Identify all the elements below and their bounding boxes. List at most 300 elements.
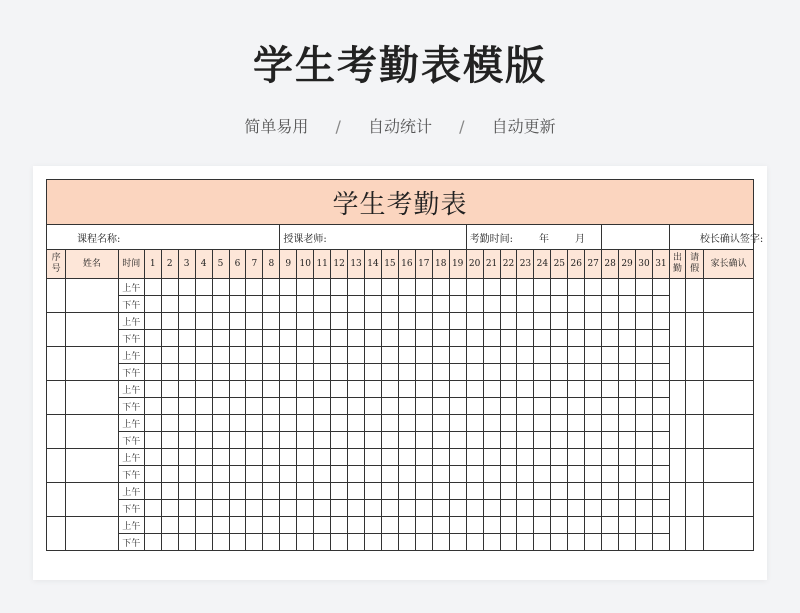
attendance-cell[interactable] [517, 313, 534, 330]
attendance-cell[interactable] [263, 466, 280, 483]
attendance-cell[interactable] [381, 296, 398, 313]
attendance-cell[interactable] [381, 432, 398, 449]
attendance-cell[interactable] [415, 364, 432, 381]
attendance-cell[interactable] [280, 279, 297, 296]
attendance-cell[interactable] [415, 279, 432, 296]
leave-count-cell[interactable] [686, 449, 704, 483]
attendance-cell[interactable] [602, 466, 619, 483]
attendance-cell[interactable] [415, 466, 432, 483]
present-count-cell[interactable] [669, 517, 685, 551]
attendance-cell[interactable] [652, 432, 669, 449]
attendance-cell[interactable] [331, 347, 348, 364]
attendance-cell[interactable] [212, 279, 229, 296]
attendance-cell[interactable] [619, 296, 636, 313]
attendance-cell[interactable] [398, 534, 415, 551]
attendance-cell[interactable] [619, 364, 636, 381]
attendance-cell[interactable] [348, 313, 365, 330]
attendance-cell[interactable] [551, 296, 568, 313]
attendance-cell[interactable] [161, 415, 178, 432]
attendance-cell[interactable] [246, 483, 263, 500]
attendance-cell[interactable] [297, 534, 314, 551]
attendance-cell[interactable] [500, 534, 517, 551]
attendance-cell[interactable] [195, 483, 212, 500]
attendance-cell[interactable] [331, 364, 348, 381]
attendance-cell[interactable] [144, 449, 161, 466]
attendance-cell[interactable] [144, 296, 161, 313]
attendance-cell[interactable] [585, 347, 602, 364]
attendance-cell[interactable] [381, 500, 398, 517]
attendance-cell[interactable] [280, 330, 297, 347]
attendance-cell[interactable] [161, 364, 178, 381]
attendance-cell[interactable] [144, 415, 161, 432]
attendance-cell[interactable] [314, 534, 331, 551]
attendance-cell[interactable] [381, 381, 398, 398]
attendance-cell[interactable] [280, 483, 297, 500]
present-count-cell[interactable] [669, 381, 685, 415]
attendance-cell[interactable] [568, 313, 585, 330]
attendance-cell[interactable] [517, 415, 534, 432]
attendance-cell[interactable] [500, 347, 517, 364]
attendance-cell[interactable] [585, 313, 602, 330]
attendance-cell[interactable] [246, 279, 263, 296]
attendance-cell[interactable] [483, 483, 500, 500]
attendance-cell[interactable] [263, 398, 280, 415]
attendance-cell[interactable] [161, 279, 178, 296]
attendance-cell[interactable] [449, 432, 466, 449]
attendance-cell[interactable] [314, 364, 331, 381]
attendance-cell[interactable] [619, 313, 636, 330]
attendance-cell[interactable] [415, 449, 432, 466]
attendance-cell[interactable] [229, 347, 246, 364]
attendance-cell[interactable] [449, 466, 466, 483]
attendance-cell[interactable] [229, 466, 246, 483]
attendance-cell[interactable] [161, 296, 178, 313]
attendance-cell[interactable] [398, 500, 415, 517]
attendance-cell[interactable] [432, 432, 449, 449]
attendance-cell[interactable] [466, 432, 483, 449]
attendance-cell[interactable] [331, 398, 348, 415]
attendance-cell[interactable] [314, 449, 331, 466]
attendance-cell[interactable] [381, 534, 398, 551]
attendance-cell[interactable] [348, 432, 365, 449]
attendance-cell[interactable] [619, 517, 636, 534]
attendance-cell[interactable] [534, 279, 551, 296]
attendance-cell[interactable] [297, 364, 314, 381]
attendance-cell[interactable] [297, 381, 314, 398]
attendance-cell[interactable] [449, 279, 466, 296]
attendance-cell[interactable] [534, 347, 551, 364]
attendance-cell[interactable] [466, 517, 483, 534]
attendance-cell[interactable] [636, 313, 653, 330]
attendance-cell[interactable] [398, 296, 415, 313]
attendance-cell[interactable] [500, 279, 517, 296]
attendance-cell[interactable] [178, 500, 195, 517]
attendance-cell[interactable] [161, 432, 178, 449]
attendance-cell[interactable] [398, 313, 415, 330]
attendance-cell[interactable] [585, 296, 602, 313]
attendance-cell[interactable] [415, 500, 432, 517]
parent-confirm-cell[interactable] [704, 415, 754, 449]
attendance-cell[interactable] [602, 381, 619, 398]
attendance-cell[interactable] [161, 330, 178, 347]
attendance-cell[interactable] [144, 279, 161, 296]
attendance-cell[interactable] [585, 449, 602, 466]
attendance-cell[interactable] [398, 381, 415, 398]
attendance-cell[interactable] [348, 296, 365, 313]
attendance-cell[interactable] [517, 449, 534, 466]
attendance-cell[interactable] [331, 466, 348, 483]
attendance-cell[interactable] [619, 415, 636, 432]
name-cell[interactable] [66, 347, 118, 381]
attendance-cell[interactable] [568, 432, 585, 449]
attendance-cell[interactable] [195, 279, 212, 296]
attendance-cell[interactable] [297, 330, 314, 347]
attendance-cell[interactable] [314, 517, 331, 534]
attendance-cell[interactable] [365, 347, 382, 364]
attendance-cell[interactable] [432, 364, 449, 381]
attendance-cell[interactable] [297, 517, 314, 534]
attendance-cell[interactable] [585, 483, 602, 500]
attendance-cell[interactable] [178, 279, 195, 296]
attendance-cell[interactable] [619, 534, 636, 551]
present-count-cell[interactable] [669, 347, 685, 381]
attendance-cell[interactable] [483, 432, 500, 449]
parent-confirm-cell[interactable] [704, 347, 754, 381]
attendance-cell[interactable] [432, 330, 449, 347]
attendance-cell[interactable] [212, 449, 229, 466]
attendance-cell[interactable] [432, 415, 449, 432]
attendance-cell[interactable] [636, 517, 653, 534]
attendance-cell[interactable] [212, 432, 229, 449]
attendance-cell[interactable] [178, 364, 195, 381]
attendance-cell[interactable] [398, 466, 415, 483]
attendance-cell[interactable] [314, 347, 331, 364]
attendance-cell[interactable] [602, 330, 619, 347]
index-cell[interactable] [47, 313, 66, 347]
attendance-cell[interactable] [195, 449, 212, 466]
attendance-cell[interactable] [246, 415, 263, 432]
attendance-cell[interactable] [415, 415, 432, 432]
attendance-cell[interactable] [348, 364, 365, 381]
attendance-cell[interactable] [517, 483, 534, 500]
attendance-cell[interactable] [500, 483, 517, 500]
present-count-cell[interactable] [669, 415, 685, 449]
attendance-cell[interactable] [212, 500, 229, 517]
attendance-cell[interactable] [161, 449, 178, 466]
present-count-cell[interactable] [669, 279, 685, 313]
attendance-cell[interactable] [348, 500, 365, 517]
present-count-cell[interactable] [669, 449, 685, 483]
attendance-cell[interactable] [602, 534, 619, 551]
attendance-time-blank[interactable] [602, 225, 670, 250]
attendance-cell[interactable] [212, 347, 229, 364]
attendance-cell[interactable] [585, 364, 602, 381]
attendance-cell[interactable] [483, 279, 500, 296]
attendance-cell[interactable] [381, 449, 398, 466]
attendance-cell[interactable] [534, 500, 551, 517]
attendance-cell[interactable] [534, 415, 551, 432]
attendance-cell[interactable] [551, 500, 568, 517]
attendance-cell[interactable] [365, 432, 382, 449]
attendance-cell[interactable] [348, 449, 365, 466]
attendance-cell[interactable] [551, 415, 568, 432]
attendance-cell[interactable] [365, 398, 382, 415]
attendance-cell[interactable] [144, 466, 161, 483]
name-cell[interactable] [66, 449, 118, 483]
attendance-cell[interactable] [263, 364, 280, 381]
attendance-cell[interactable] [246, 534, 263, 551]
attendance-cell[interactable] [415, 347, 432, 364]
attendance-cell[interactable] [636, 296, 653, 313]
attendance-cell[interactable] [483, 347, 500, 364]
attendance-cell[interactable] [280, 347, 297, 364]
attendance-cell[interactable] [500, 313, 517, 330]
attendance-cell[interactable] [212, 534, 229, 551]
attendance-cell[interactable] [195, 534, 212, 551]
attendance-cell[interactable] [348, 534, 365, 551]
attendance-cell[interactable] [500, 517, 517, 534]
attendance-cell[interactable] [161, 534, 178, 551]
attendance-cell[interactable] [297, 432, 314, 449]
attendance-cell[interactable] [619, 398, 636, 415]
attendance-cell[interactable] [636, 381, 653, 398]
attendance-cell[interactable] [415, 398, 432, 415]
attendance-cell[interactable] [398, 347, 415, 364]
attendance-cell[interactable] [331, 415, 348, 432]
attendance-cell[interactable] [280, 449, 297, 466]
attendance-cell[interactable] [348, 279, 365, 296]
attendance-cell[interactable] [144, 398, 161, 415]
attendance-cell[interactable] [517, 279, 534, 296]
attendance-cell[interactable] [466, 449, 483, 466]
attendance-cell[interactable] [568, 279, 585, 296]
attendance-cell[interactable] [263, 415, 280, 432]
attendance-cell[interactable] [331, 313, 348, 330]
attendance-cell[interactable] [500, 398, 517, 415]
attendance-cell[interactable] [432, 296, 449, 313]
attendance-cell[interactable] [636, 466, 653, 483]
attendance-cell[interactable] [195, 313, 212, 330]
attendance-cell[interactable] [432, 500, 449, 517]
attendance-cell[interactable] [348, 347, 365, 364]
attendance-cell[interactable] [195, 364, 212, 381]
attendance-cell[interactable] [195, 398, 212, 415]
attendance-cell[interactable] [365, 449, 382, 466]
attendance-cell[interactable] [483, 398, 500, 415]
attendance-cell[interactable] [517, 330, 534, 347]
attendance-cell[interactable] [229, 500, 246, 517]
attendance-cell[interactable] [500, 500, 517, 517]
name-cell[interactable] [66, 415, 118, 449]
attendance-cell[interactable] [449, 398, 466, 415]
principal-signature-label[interactable]: 校长确认签字: [669, 225, 753, 250]
attendance-cell[interactable] [314, 398, 331, 415]
name-cell[interactable] [66, 313, 118, 347]
attendance-cell[interactable] [466, 330, 483, 347]
attendance-cell[interactable] [483, 381, 500, 398]
parent-confirm-cell[interactable] [704, 449, 754, 483]
attendance-cell[interactable] [652, 381, 669, 398]
index-cell[interactable] [47, 517, 66, 551]
attendance-cell[interactable] [483, 330, 500, 347]
leave-count-cell[interactable] [686, 415, 704, 449]
attendance-cell[interactable] [331, 330, 348, 347]
parent-confirm-cell[interactable] [704, 279, 754, 313]
attendance-cell[interactable] [449, 483, 466, 500]
attendance-cell[interactable] [636, 364, 653, 381]
attendance-cell[interactable] [551, 364, 568, 381]
attendance-cell[interactable] [517, 500, 534, 517]
attendance-cell[interactable] [483, 500, 500, 517]
attendance-cell[interactable] [466, 483, 483, 500]
attendance-cell[interactable] [466, 381, 483, 398]
attendance-cell[interactable] [381, 483, 398, 500]
attendance-cell[interactable] [348, 483, 365, 500]
attendance-cell[interactable] [568, 483, 585, 500]
attendance-cell[interactable] [144, 534, 161, 551]
attendance-cell[interactable] [144, 313, 161, 330]
attendance-cell[interactable] [517, 347, 534, 364]
attendance-cell[interactable] [432, 313, 449, 330]
attendance-cell[interactable] [568, 500, 585, 517]
attendance-cell[interactable] [517, 534, 534, 551]
attendance-cell[interactable] [314, 500, 331, 517]
attendance-cell[interactable] [212, 415, 229, 432]
attendance-cell[interactable] [229, 381, 246, 398]
attendance-cell[interactable] [619, 347, 636, 364]
attendance-cell[interactable] [568, 330, 585, 347]
attendance-cell[interactable] [449, 381, 466, 398]
attendance-cell[interactable] [636, 347, 653, 364]
attendance-cell[interactable] [297, 296, 314, 313]
attendance-cell[interactable] [500, 415, 517, 432]
attendance-cell[interactable] [449, 415, 466, 432]
attendance-cell[interactable] [398, 483, 415, 500]
attendance-cell[interactable] [466, 415, 483, 432]
attendance-cell[interactable] [602, 483, 619, 500]
attendance-cell[interactable] [585, 517, 602, 534]
attendance-cell[interactable] [314, 330, 331, 347]
attendance-cell[interactable] [263, 313, 280, 330]
attendance-cell[interactable] [652, 517, 669, 534]
present-count-cell[interactable] [669, 313, 685, 347]
attendance-cell[interactable] [229, 534, 246, 551]
attendance-cell[interactable] [398, 415, 415, 432]
attendance-cell[interactable] [551, 517, 568, 534]
attendance-cell[interactable] [365, 534, 382, 551]
attendance-cell[interactable] [229, 398, 246, 415]
attendance-cell[interactable] [551, 432, 568, 449]
attendance-cell[interactable] [551, 347, 568, 364]
attendance-cell[interactable] [178, 415, 195, 432]
index-cell[interactable] [47, 483, 66, 517]
leave-count-cell[interactable] [686, 347, 704, 381]
attendance-cell[interactable] [178, 432, 195, 449]
attendance-cell[interactable] [398, 279, 415, 296]
attendance-cell[interactable] [348, 381, 365, 398]
leave-count-cell[interactable] [686, 313, 704, 347]
attendance-cell[interactable] [551, 279, 568, 296]
attendance-cell[interactable] [297, 398, 314, 415]
attendance-cell[interactable] [619, 483, 636, 500]
attendance-cell[interactable] [263, 279, 280, 296]
attendance-cell[interactable] [229, 296, 246, 313]
attendance-cell[interactable] [212, 296, 229, 313]
parent-confirm-cell[interactable] [704, 483, 754, 517]
attendance-cell[interactable] [415, 313, 432, 330]
attendance-cell[interactable] [652, 415, 669, 432]
attendance-cell[interactable] [331, 500, 348, 517]
attendance-cell[interactable] [178, 330, 195, 347]
attendance-cell[interactable] [449, 296, 466, 313]
attendance-cell[interactable] [432, 483, 449, 500]
attendance-cell[interactable] [178, 517, 195, 534]
attendance-cell[interactable] [534, 313, 551, 330]
attendance-cell[interactable] [229, 517, 246, 534]
attendance-cell[interactable] [568, 466, 585, 483]
attendance-cell[interactable] [432, 466, 449, 483]
attendance-cell[interactable] [551, 398, 568, 415]
attendance-cell[interactable] [314, 381, 331, 398]
attendance-cell[interactable] [602, 432, 619, 449]
attendance-cell[interactable] [365, 296, 382, 313]
attendance-cell[interactable] [534, 483, 551, 500]
attendance-cell[interactable] [263, 330, 280, 347]
attendance-cell[interactable] [449, 449, 466, 466]
attendance-cell[interactable] [280, 415, 297, 432]
attendance-cell[interactable] [483, 517, 500, 534]
attendance-cell[interactable] [466, 500, 483, 517]
name-cell[interactable] [66, 381, 118, 415]
attendance-cell[interactable] [449, 313, 466, 330]
attendance-cell[interactable] [449, 364, 466, 381]
attendance-cell[interactable] [449, 517, 466, 534]
attendance-cell[interactable] [246, 381, 263, 398]
attendance-cell[interactable] [178, 466, 195, 483]
attendance-cell[interactable] [314, 313, 331, 330]
attendance-cell[interactable] [381, 313, 398, 330]
attendance-cell[interactable] [314, 279, 331, 296]
attendance-cell[interactable] [263, 381, 280, 398]
attendance-cell[interactable] [652, 483, 669, 500]
attendance-cell[interactable] [517, 364, 534, 381]
attendance-cell[interactable] [263, 296, 280, 313]
attendance-cell[interactable] [246, 432, 263, 449]
attendance-cell[interactable] [585, 279, 602, 296]
index-cell[interactable] [47, 381, 66, 415]
attendance-cell[interactable] [297, 313, 314, 330]
attendance-cell[interactable] [398, 398, 415, 415]
attendance-cell[interactable] [466, 279, 483, 296]
attendance-cell[interactable] [178, 296, 195, 313]
index-cell[interactable] [47, 279, 66, 313]
attendance-cell[interactable] [534, 330, 551, 347]
attendance-cell[interactable] [568, 381, 585, 398]
attendance-cell[interactable] [246, 330, 263, 347]
attendance-cell[interactable] [381, 517, 398, 534]
attendance-cell[interactable] [331, 432, 348, 449]
attendance-cell[interactable] [331, 296, 348, 313]
attendance-cell[interactable] [415, 483, 432, 500]
attendance-cell[interactable] [161, 313, 178, 330]
attendance-cell[interactable] [212, 364, 229, 381]
attendance-cell[interactable] [619, 500, 636, 517]
attendance-cell[interactable] [585, 466, 602, 483]
attendance-cell[interactable] [636, 500, 653, 517]
attendance-cell[interactable] [263, 432, 280, 449]
attendance-cell[interactable] [263, 347, 280, 364]
attendance-cell[interactable] [551, 534, 568, 551]
